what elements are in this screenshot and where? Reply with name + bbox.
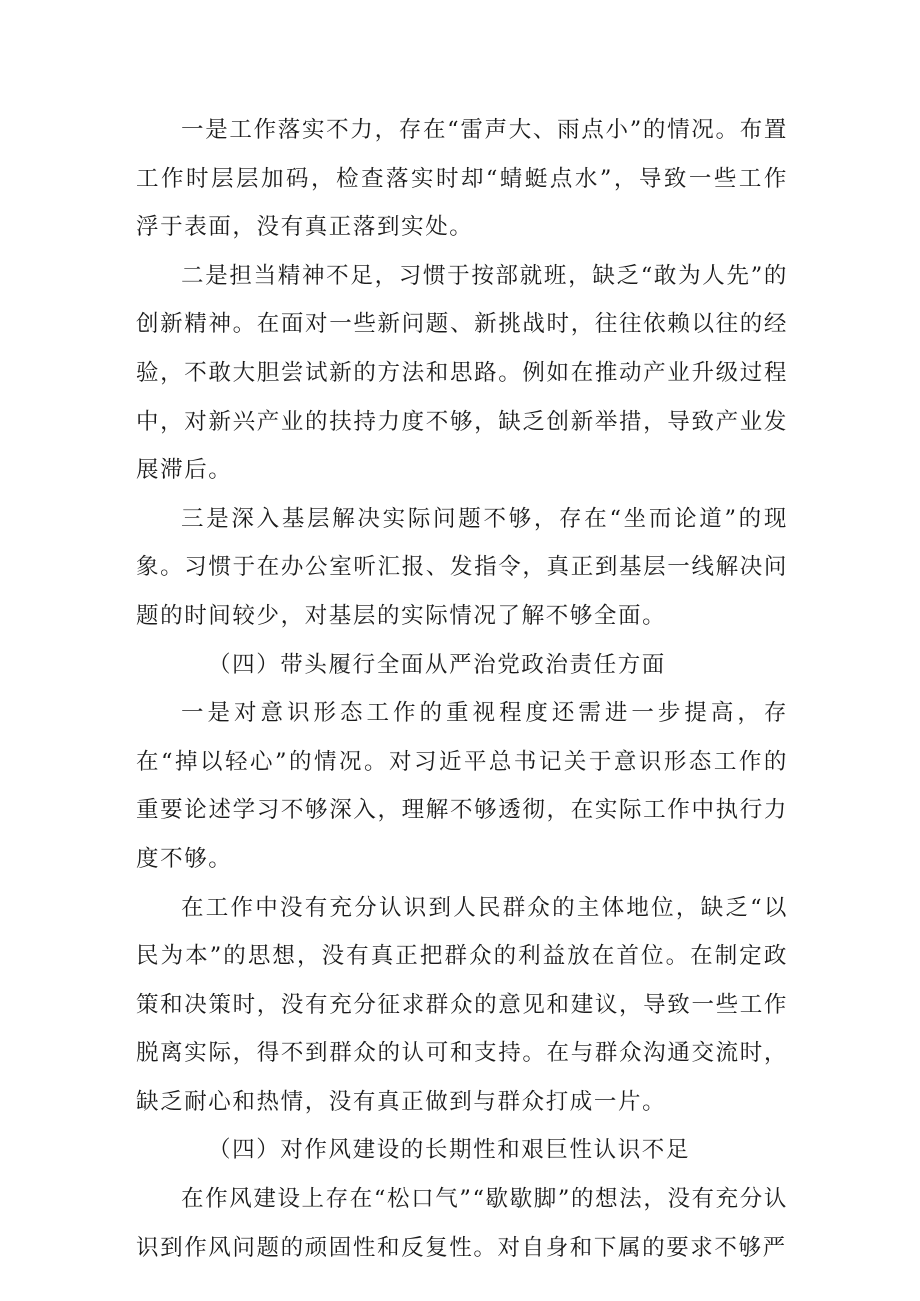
- document-body: [136, 106, 788, 1272]
- paragraph-work-style-construction: 在作风建设上存在“松口气”“歇歇脚”的想法，没有充分认识到作风问题的顽固性和反复性。对自身和下属的要求不够严: [136, 1186, 788, 1261]
- paragraph-work-implementation: 一是工作落实不力，存在“雷声大、雨点小”的情况。布置工作时层层加码，检查落实时却“蜻蜓点水”，导致一些工作浮于表面，没有真正落到实处。: [136, 117, 788, 241]
- paragraph-responsibility-spirit: 二是担当精神不足，习惯于按部就班，缺乏“敢为人先”的创新精神。在面对一些新问题、新挑战时，往往依赖以往的经验，不敢大胆尝试新的方法和思路。例如在推动产业升级过程中，对新兴产业的扶持力度不够，缺乏创新举措，导致产业发展滞后。: [136, 262, 788, 484]
- paragraph-grassroots-problems: 三是深入基层解决实际问题不够，存在“坐而论道”的现象。习惯于在办公室听汇报、发指令，真正到基层一线解决问题的时间较少，对基层的实际情况了解不够全面。: [136, 505, 788, 629]
- paragraph-ideology-work: 一是对意识形态工作的重视程度还需进一步提高，存在“掉以轻心”的情况。对习近平总书记关于意识形态工作的重要论述学习不够深入，理解不够透彻，在实际工作中执行力度不够。: [136, 700, 788, 872]
- section-heading-party-governance: （四）带头履行全面从严治党政治责任方面: [208, 651, 666, 678]
- paragraph-people-centered: 在工作中没有充分认识到人民群众的主体地位，缺乏“以民为本”的思想，没有真正把群众的利益放在首位。在制定政策和决策时，没有充分征求群众的意见和建议，导致一些工作脱离实际，得不到群众的认可和支持。在与群众沟通交流时，缺乏耐心和热情，没有真正做到与群众打成一片。: [136, 894, 788, 1115]
- section-heading-work-style: （四）对作风建设的长期性和艰巨性认识不足: [208, 1137, 691, 1164]
